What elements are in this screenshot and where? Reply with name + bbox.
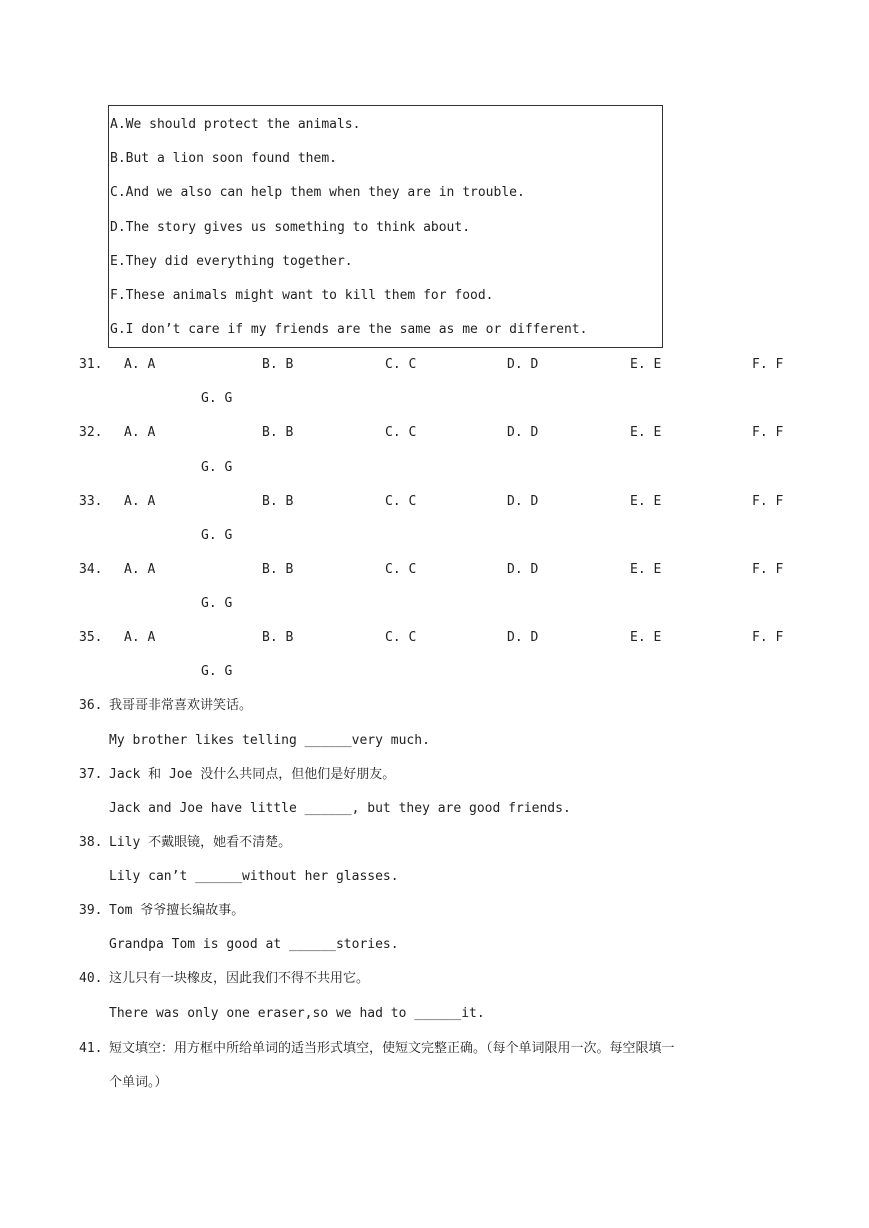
- option-c: C.And we also can help them when they are in trouble.: [110, 185, 525, 200]
- english-sentence-blank: Jack and Joe have little ______, but they are good friends.: [109, 801, 571, 816]
- question-number: 36.: [79, 698, 103, 713]
- choice-c[interactable]: C. C: [385, 425, 417, 440]
- choice-g[interactable]: G. G: [201, 664, 233, 679]
- choice-g[interactable]: G. G: [201, 596, 233, 611]
- english-sentence-blank: Lily can’t ______without her glasses.: [109, 869, 399, 884]
- choice-g[interactable]: G. G: [201, 528, 233, 543]
- question-number: 34.: [79, 562, 103, 577]
- question-number: 39.: [79, 903, 103, 918]
- choice-e[interactable]: E. E: [630, 425, 662, 440]
- choice-b[interactable]: B. B: [262, 630, 294, 645]
- chinese-sentence: Jack 和 Joe 没什么共同点，但他们是好朋友。: [109, 767, 396, 782]
- question-number: 41.: [79, 1041, 103, 1056]
- english-sentence-blank: There was only one eraser,so we had to ______it.: [109, 1006, 485, 1021]
- options-box: [108, 105, 663, 348]
- choice-c[interactable]: C. C: [385, 494, 417, 509]
- option-d: D.The story gives us something to think about.: [110, 220, 471, 235]
- choice-d[interactable]: D. D: [507, 562, 539, 577]
- option-a: A.We should protect the animals.: [110, 117, 361, 132]
- choice-b[interactable]: B. B: [262, 357, 294, 372]
- choice-e[interactable]: E. E: [630, 357, 662, 372]
- choice-d[interactable]: D. D: [507, 630, 539, 645]
- choice-a[interactable]: A. A: [124, 562, 156, 577]
- choice-b[interactable]: B. B: [262, 425, 294, 440]
- choice-f[interactable]: F. F: [752, 630, 784, 645]
- choice-c[interactable]: C. C: [385, 562, 417, 577]
- chinese-sentence: 我哥哥非常喜欢讲笑话。: [109, 698, 253, 713]
- choice-a[interactable]: A. A: [124, 494, 156, 509]
- choice-d[interactable]: D. D: [507, 357, 539, 372]
- choice-a[interactable]: A. A: [124, 425, 156, 440]
- option-e: E.They did everything together.: [110, 254, 353, 269]
- choice-f[interactable]: F. F: [752, 562, 784, 577]
- choice-g[interactable]: G. G: [201, 460, 233, 475]
- option-b: B.But a lion soon found them.: [110, 151, 337, 166]
- chinese-sentence: Lily 不戴眼镜，她看不清楚。: [109, 835, 292, 850]
- choice-f[interactable]: F. F: [752, 357, 784, 372]
- option-f: F.These animals might want to kill them for food.: [110, 288, 494, 303]
- question-number: 40.: [79, 971, 103, 986]
- choice-d[interactable]: D. D: [507, 425, 539, 440]
- choice-b[interactable]: B. B: [262, 494, 294, 509]
- question-number: 38.: [79, 835, 103, 850]
- question-number: 35.: [79, 630, 103, 645]
- instruction-line-1: 短文填空：用方框中所给单词的适当形式填空，使短文完整正确。（每个单词限用一次。每空限填一: [109, 1041, 675, 1056]
- choice-c[interactable]: C. C: [385, 357, 417, 372]
- question-number: 33.: [79, 494, 103, 509]
- choice-e[interactable]: E. E: [630, 630, 662, 645]
- choice-f[interactable]: F. F: [752, 425, 784, 440]
- choice-b[interactable]: B. B: [262, 562, 294, 577]
- choice-f[interactable]: F. F: [752, 494, 784, 509]
- instruction-line-2: 个单词。）: [109, 1075, 168, 1090]
- choice-e[interactable]: E. E: [630, 494, 662, 509]
- question-number: 31.: [79, 357, 103, 372]
- choice-e[interactable]: E. E: [630, 562, 662, 577]
- choice-d[interactable]: D. D: [507, 494, 539, 509]
- option-g: G.I don’t care if my friends are the same as me or different.: [110, 322, 588, 337]
- english-sentence-blank: My brother likes telling ______very much.: [109, 733, 430, 748]
- question-number: 37.: [79, 767, 103, 782]
- english-sentence-blank: Grandpa Tom is good at ______stories.: [109, 937, 399, 952]
- chinese-sentence: Tom 爷爷擅长编故事。: [109, 903, 245, 918]
- choice-g[interactable]: G. G: [201, 391, 233, 406]
- choice-c[interactable]: C. C: [385, 630, 417, 645]
- question-number: 32.: [79, 425, 103, 440]
- chinese-sentence: 这儿只有一块橡皮，因此我们不得不共用它。: [109, 971, 370, 986]
- choice-a[interactable]: A. A: [124, 630, 156, 645]
- choice-a[interactable]: A. A: [124, 357, 156, 372]
